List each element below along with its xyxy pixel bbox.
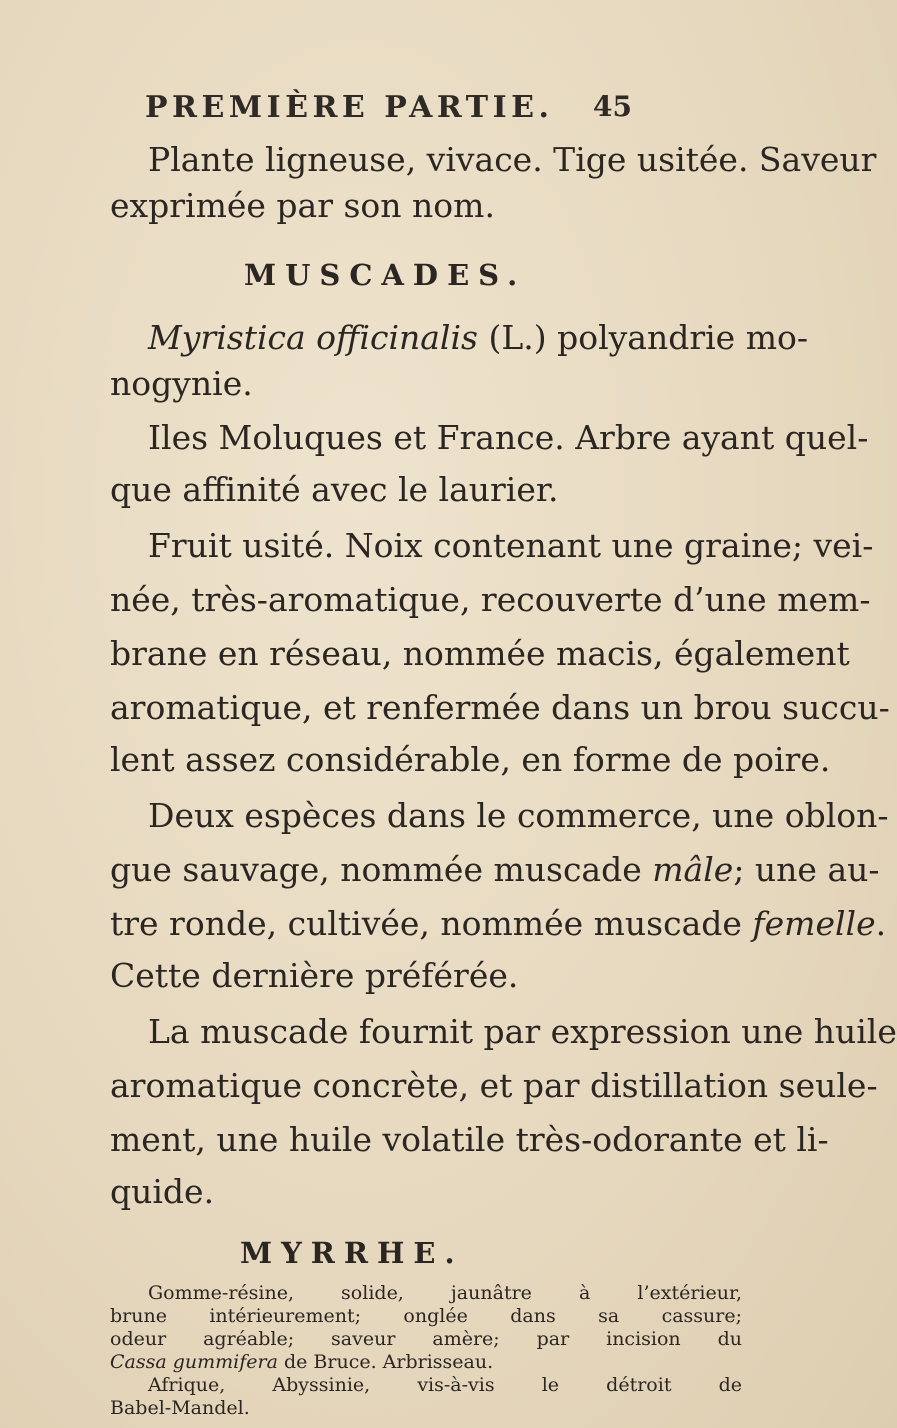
text-line: Fruit usité. Noix contenant une graine; vei- [148, 526, 874, 565]
text-line: aromatique, et renfermée dans un brou succu- [110, 688, 890, 727]
text-span: odeur agréable; saveur amère; par incision du [110, 1328, 742, 1350]
running-title: PREMIÈRE PARTIE. [145, 90, 554, 125]
section-heading-myrrhe: MYRRHE. [240, 1236, 464, 1270]
text-span: de Bruce. Arbrisseau. [277, 1351, 494, 1373]
text-span: Gomme-résine, solide, jaunâtre à l’extérieur, [148, 1282, 742, 1304]
text-line [148, 1374, 742, 1396]
text-span: . [875, 904, 887, 943]
text-line: ment, une huile volatile très-odorante et li- [110, 1120, 829, 1159]
italic-term: mâle [652, 850, 734, 889]
text-line: Deux espèces dans le commerce, une oblon- [148, 796, 889, 835]
text-line [110, 1351, 493, 1373]
text-line: que affinité avec le laurier. [110, 470, 559, 509]
text-span: tre ronde, cultivée, nommée muscade [110, 904, 753, 943]
latin-name: Cassa gummifera [110, 1351, 278, 1373]
text-line [110, 904, 886, 944]
text-span: Afrique, Abyssinie, vis-à-vis le détroit de [148, 1374, 742, 1396]
text-line: Iles Moluques et France. Arbre ayant quel- [148, 418, 869, 457]
text-line [110, 850, 880, 890]
text-line: brane en réseau, nommée macis, également [110, 634, 850, 673]
text-line [110, 1328, 742, 1350]
italic-term: femelle [752, 904, 876, 943]
text-line: La muscade fournit par expression une huile [148, 1012, 897, 1051]
text-line: Plante ligneuse, vivace. Tige usitée. Saveur [148, 140, 877, 179]
page-number: 45 [593, 90, 632, 123]
text-line: exprimée par son nom. [110, 186, 495, 225]
text-line [110, 1397, 250, 1419]
text-line [148, 1282, 742, 1304]
text-span: brune intérieurement; onglée dans sa cassure; [110, 1305, 742, 1327]
text-line: quide. [110, 1172, 215, 1211]
text-line: Cette dernière préférée. [110, 956, 519, 995]
text-span: (L.) polyandrie mo- [477, 318, 809, 357]
text-line: nogynie. [110, 364, 253, 403]
text-span: gue sauvage, nommée muscade [110, 850, 653, 889]
text-line: née, très-aromatique, recouverte d’une mem- [110, 580, 871, 619]
latin-name: Myristica officinalis [148, 318, 478, 357]
text-span: ; une au- [733, 850, 880, 889]
running-head [0, 90, 801, 130]
text-line: aromatique concrète, et par distillation seule- [110, 1066, 878, 1105]
text-line: lent assez considérable, en forme de poire. [110, 740, 831, 779]
section-heading-muscades: MUSCADES. [244, 258, 527, 292]
text-span: Babel-Mandel. [110, 1397, 250, 1419]
text-line [148, 318, 809, 358]
text-line [110, 1305, 742, 1327]
